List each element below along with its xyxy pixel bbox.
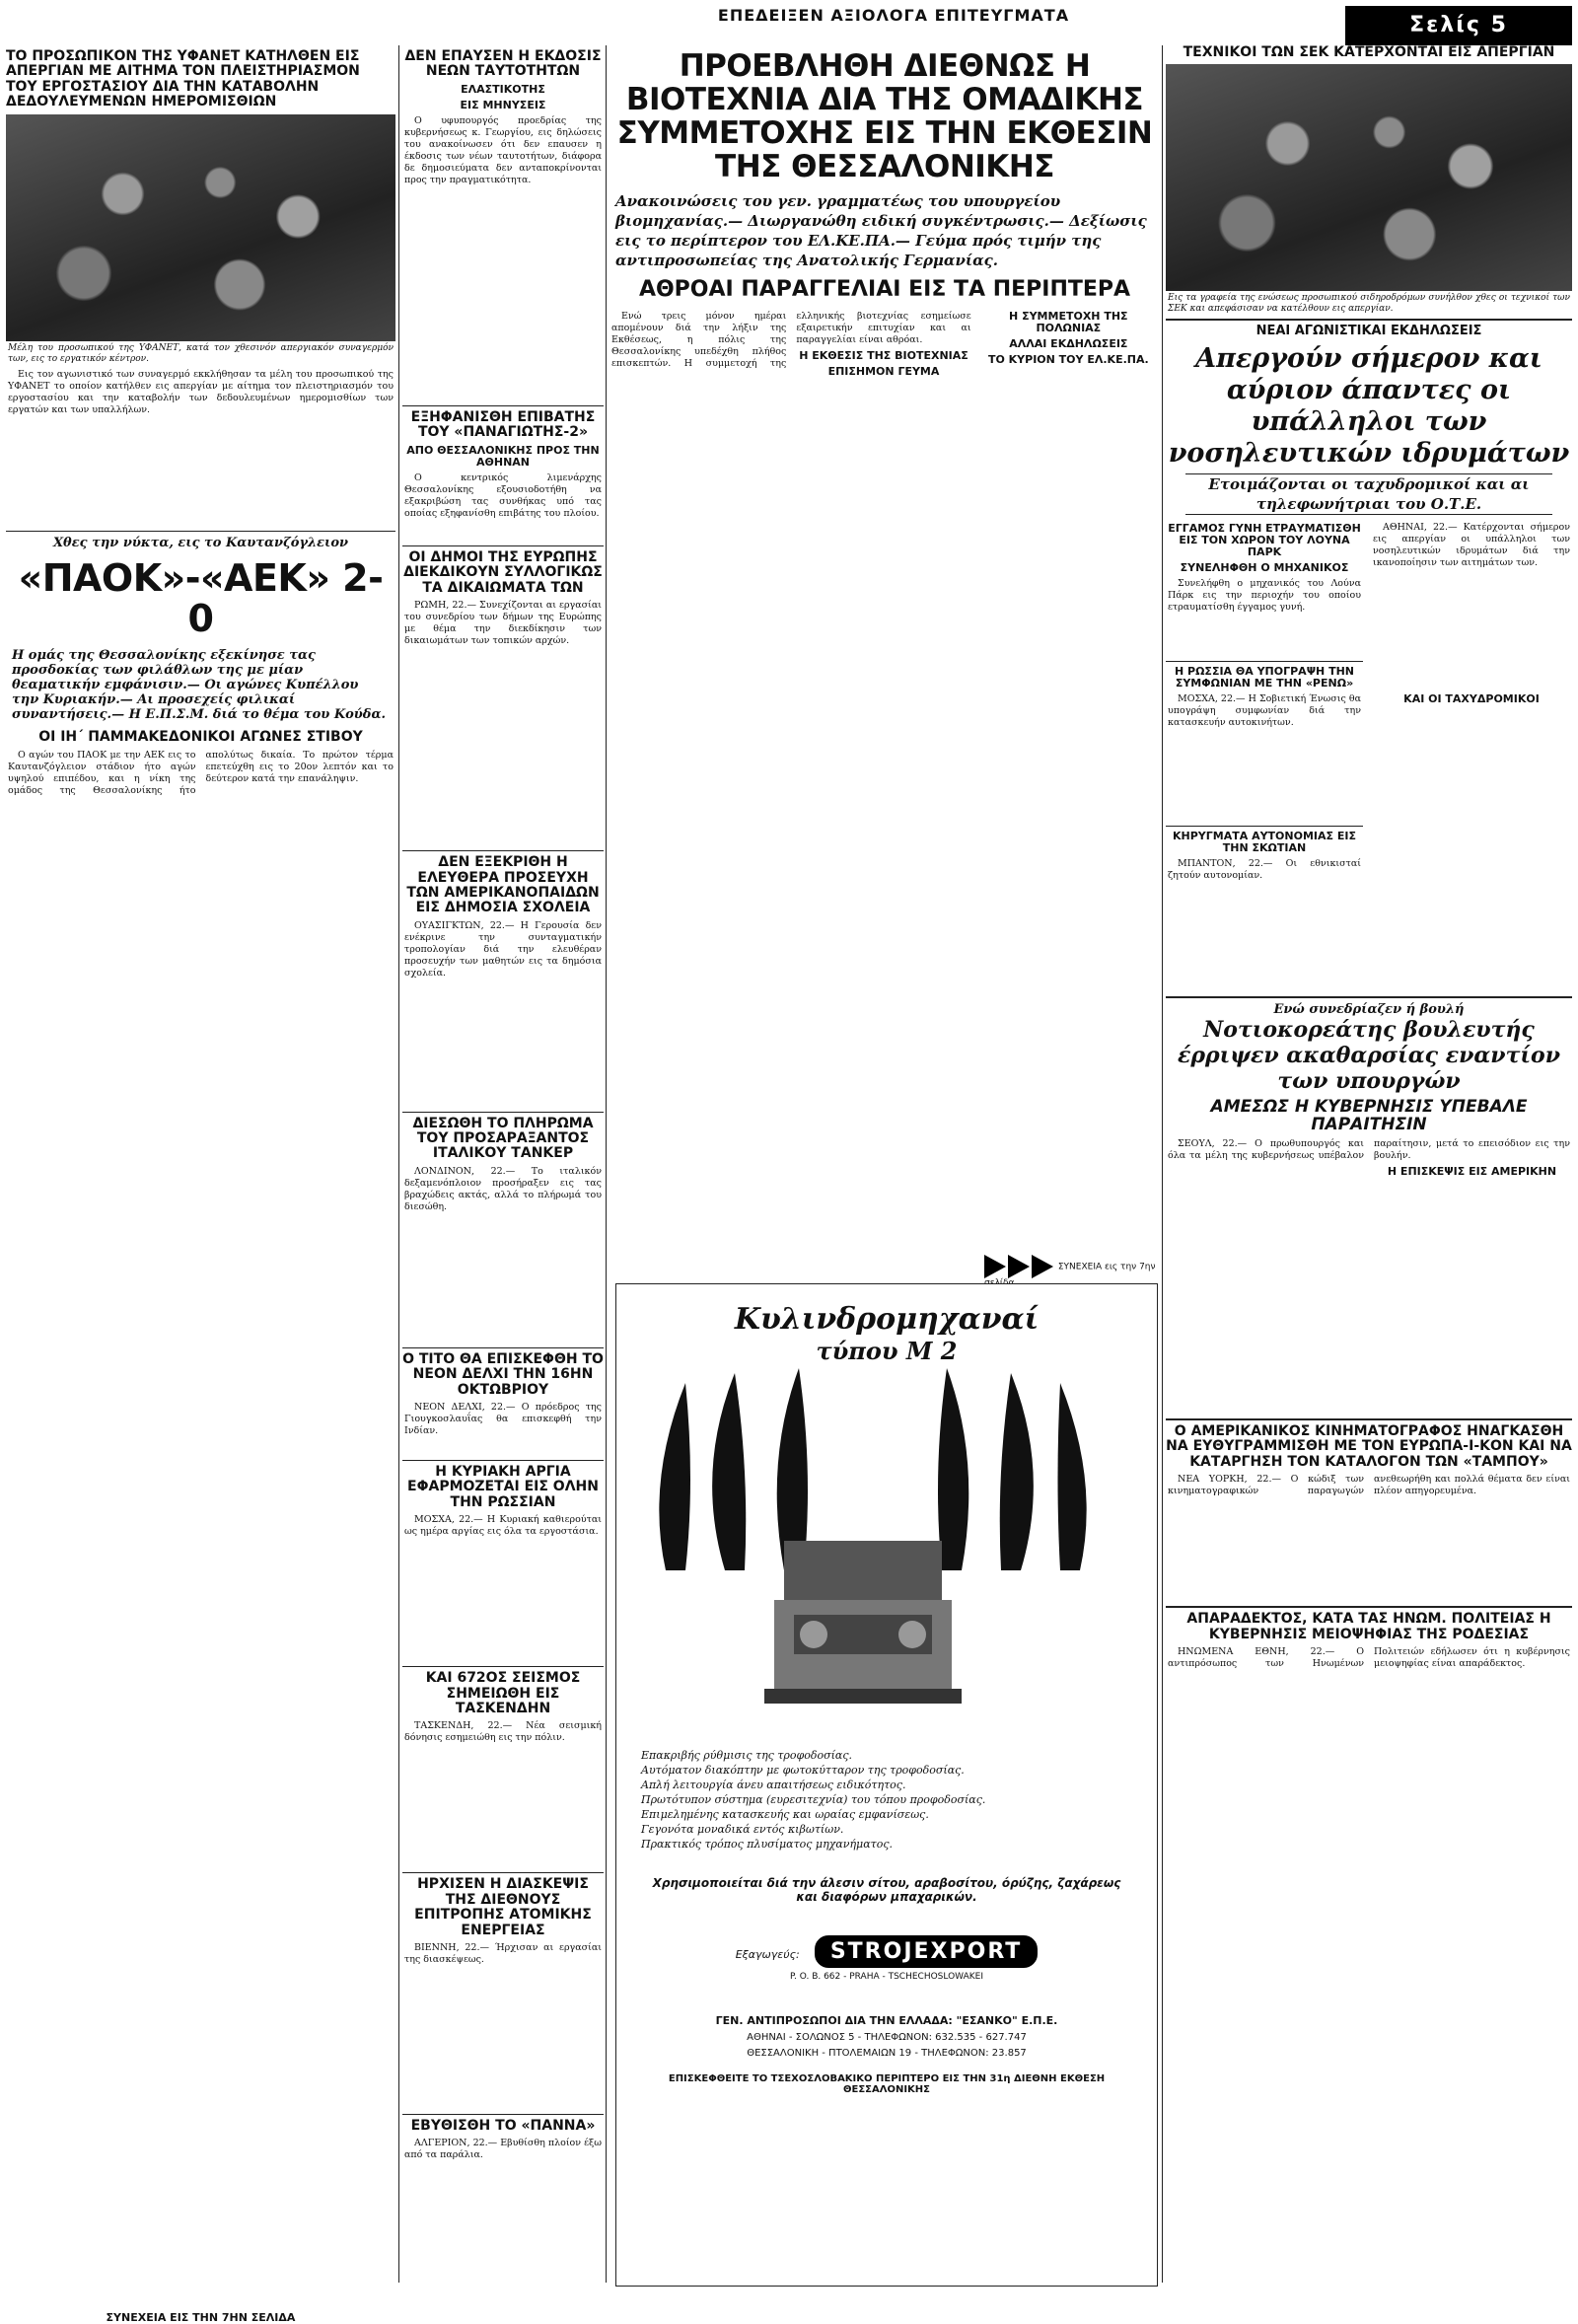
earthquake-text: ΤΑΣΚΕΝΔΗ, 22.— Νέα σεισμική δόνησις εσημειώθη εις την πόλιν. [404, 1720, 602, 1744]
hospital-strike-headline: Απεργούν σήμερον και αύριον άπαντες οι υπάλληλοι των νοσηλευτικών ιδρυμάτων [1168, 342, 1570, 469]
sports-deck: Η ομάς της Θεσσαλονίκης εξεκίνησε τας προσδοκίας των φιλάθλων της με μίαν θεαματικήν εμφάνισιν.— Οι αγώνες Κυπέλλου την Κυριακήν.— Αι προσεχείς φιλικαί συναντήσεις.— Η Ε.Π.Σ.Μ. διά το θέμα του Κούδα. [12, 648, 387, 723]
paok-aek-headline: «ΠΑΟΚ»-«ΑΕΚ» 2-0 [18, 555, 384, 641]
sports-body [8, 750, 394, 2308]
municipalities-body [404, 600, 602, 846]
ufanet-body [8, 369, 394, 527]
film-text: ΝΕΑ ΥΟΡΚΗ, 22.— Ο κώδιξ των κινηματογραφικών παραγωγών ανεθεωρήθη και πολλά θέματα δεν είναι πλέον απηγορευμένα. [1168, 1474, 1570, 1497]
page-number: Σελίς 5 [1345, 6, 1572, 45]
renault-headline: Η ΡΩΣΣΙΑ ΘΑ ΥΠΟΓΡΑΨΗ ΤΗΝ ΣΥΜΦΩΝΙΑΝ ΜΕ ΤΗΝ «ΡΕΝΩ» [1174, 665, 1354, 690]
continued-text: ΣΥΝΕΧΕΙΑ εις την 7ην [1057, 1262, 1156, 1272]
strike-deck: Ετοιμάζονται οι ταχυδρομικοί και αι τηλεφωνήτριαι του Ο.Τ.Ε. [1185, 473, 1552, 515]
korea-kicker: Ενώ συνεδρίαζεν ή βουλή [1273, 1001, 1465, 1017]
scotland-headline: ΚΗΡΥΓΜΑΤΑ ΑΥΤΟΝΟΜΙΑΣ ΕΙΣ ΤΗΝ ΣΚΩΤΙΑΝ [1173, 830, 1356, 855]
right-column [1166, 45, 1572, 2285]
strike-photo [6, 114, 395, 341]
feature-item: Αυτόματον διακόπτην με φωτοκύτταρον της τροφοδοσίας. [641, 1764, 965, 1777]
korea-headline: Νοτιοκορεάτης βουλευτής έρριψεν ακαθαρσίας εναντίον των υπουργών [1178, 1016, 1560, 1094]
feature-item: Γεγονότα μοναδικά εντός κιβωτίων. [641, 1823, 844, 1836]
lunapark-body [1168, 578, 1361, 657]
rhodesia-headline: ΑΠΑΡΑΔΕΚΤΟΣ, ΚΑΤΑ ΤΑΣ ΗΝΩΜ. ΠΟΛΙΤΕΙΑΣ Η ΚΥΒΕΡΝΗΣΙΣ ΜΕΙΟΨΗΦΙΑΣ ΤΗΣ ΡΟΔΕΣΙΑΣ [1186, 1611, 1551, 1642]
prayer-body [404, 920, 602, 1108]
ad-title: Κυλινδρομηχαναί [734, 1302, 1040, 1337]
panna-text: ΑΛΓΕΡΙΟΝ, 22.— Εβυθίσθη πλοίον έξω από τα παράλια. [404, 2138, 602, 2161]
renault-text: ΜΟΣΧΑ, 22.— Η Σοβιετική Ένωσις θα υπογράψη συμφωνίαν διά την κατασκευήν αυτοκινήτων. [1168, 693, 1361, 729]
sub-poland: Η ΣΥΜΜΕΤΟΧΗ ΤΗΣ ΠΟΛΩΝΙΑΣ [1009, 310, 1128, 335]
sub-elkepa: ΤΟ ΚΥΡΙΟΝ ΤΟΥ ΕΛ.ΚΕ.ΠΑ. [987, 353, 1149, 367]
lead-subhead: ΑΘΡΟΑΙ ΠΑΡΑΓΓΕΛΙΑΙ ΕΙΣ ΤΑ ΠΕΡΙΠΤΕΡΑ [638, 277, 1131, 302]
strojexport-logo: STROJEXPORT [815, 1935, 1038, 1968]
rhodesia-text: ΗΝΩΜΕΝΑ ΕΘΝΗ, 22.— Ο αντιπρόσωπος των Ηνωμένων Πολιτειών εδήλωσεν ότι η κυβέρνησις μειοψηφίας είναι απαράδεκτος. [1168, 1646, 1570, 1670]
lead-text: Ενώ τρεις μόνον ημέραι απομένουν διά την λήξιν της Εκθέσεως, η πόλις της Θεσσαλονίκης υπεδέχθη πλήθος επισκεπτών. Η συμμετοχή της ελληνικής βιοτεχνίας εσημείωσε εξαιρετικήν επιτυχίαν και αι παραγγελίαι είναι αθρόαι. [611, 311, 971, 370]
column-rule [398, 45, 399, 2283]
athletics-headline: ΟΙ ΙΗ΄ ΠΑΜΜΑΚΕΔΟΝΙΚΟΙ ΑΓΩΝΕΣ ΣΤΙΒΟΥ [38, 729, 363, 746]
feature-item: Απλή λειτουργία άνευ απαιτήσεως ειδικότητος. [641, 1779, 906, 1791]
ids-body [404, 115, 602, 401]
roller-mill-illustration [745, 1521, 981, 1718]
feature-item: Επακριβής ρύθμισις της τροφοδοσίας. [641, 1749, 852, 1762]
ad-agent: ΓΕΝ. ΑΝΤΙΠΡΟΣΩΠΟΙ ΔΙΑ ΤΗΝ ΕΛΛΑΔΑ: "ΕΣΑΝΚΟ" Ε.Π.Ε. [715, 2014, 1058, 2027]
sports-text: Ο αγών του ΠΑΟΚ με την ΑΕΚ εις το Καυτανζόγλειον στάδιον ήτο αγών υψηλού επιπέδου, και η νίκη της ομάδος της Θεσσαλονίκης ήτο απολύτως δικαία. Το πρώτον τέρμα επετεύχθη εις το 20ον λεπτόν και το δεύτερον κατά την επανάληψιν. [8, 749, 394, 796]
rhodesia-body [1168, 1646, 1570, 1765]
ad-usage: Χρησιμοποιείται διά την άλεσιν σίτου, αραβοσίτου, όρύζης, ζαχάρεως και διαφόρων μπαχαρικών. [652, 1876, 1121, 1904]
ad-brand-block [616, 1935, 1157, 1982]
korea-bar: ΑΜΕΣΩΣ Η ΚΥΒΕΡΝΗΣΙΣ ΥΠΕΒΑΛΕ ΠΑΡΑΙΤΗΣΙΝ [1210, 1096, 1528, 1135]
strike-story [1371, 519, 1572, 992]
renault-body [1168, 693, 1361, 822]
ad-features [641, 1748, 985, 1852]
ids-sub: ΕΙΣ ΜΗΝΥΣΕΙΣ [460, 98, 546, 111]
atomic-headline: ΗΡΧΙΣΕΝ Η ΔΙΑΣΚΕΨΙΣ ΤΗΣ ΔΙΕΘΝΟΥΣ ΕΠΙΤΡΟΠΗΣ ΑΤΟΜΙΚΗΣ ΕΝΕΡΓΕΙΑΣ [414, 1876, 592, 1938]
prayer-text: ΟΥΑΣΙΓΚΤΩΝ, 22.— Η Γερουσία δεν ενέκρινε την συνταγματικήν τροπολογίαν διά την ελευθέραν προσευχήν των μαθητών εις τα δημόσια σχολεία. [404, 919, 602, 979]
tito-body [404, 1402, 602, 1456]
scotland-body [1168, 858, 1361, 977]
korea-sub: Η ΕΠΙΣΚΕΨΙΣ ΕΙΣ ΑΜΕΡΙΚΗΝ [1387, 1165, 1557, 1179]
tanker-body [404, 1166, 602, 1344]
atomic-text: ΒΙΕΝΝΗ, 22.— Ήρχισαν αι εργασίαι της διασκέψεως. [404, 1941, 602, 1965]
strike-text: ΑΘΗΝΑΙ, 22.— Κατέρχονται σήμερον εις απεργίαν οι υπάλληλοι των νοσηλευτικών ιδρυμάτων διά την ικανοποίησιν των αιτημάτων των. [1373, 521, 1570, 568]
ufanet-headline: ΤΟ ΠΡΟΣΩΠΙΚΟΝ ΤΗΣ ΥΦΑΝΕΤ ΚΑΤΗΛΘΕΝ ΕΙΣ ΑΠΕΡΓΙΑΝ ΜΕ ΑΙΤΗΜΑ ΤΟΝ ΠΛΕΙΣΤΗΡΙΑΣΜΟΝ ΤΟΥ ΕΡΓΟΣΤΑΣΙΟΥ ΔΙΑ ΤΗΝ ΚΑΤΑΒΟΛΗΝ ΔΕΔΟΥΛΕΥΜΕΝΩΝ ΗΜΕΡΟΜΙΣΘΙΩΝ [6, 48, 360, 110]
passenger-text: Ο κεντρικός λιμενάρχης Θεσσαλονίκης εξουσιοδοτήθη να εξακριβώση τας συνθήκας υπό τας οποίας εξηφανίσθη επιβάτης του πλοίου. [404, 472, 602, 519]
sek-caption: Εις τα γραφεία της ενώσεως προσωπικού σιδηροδρόμων συνήλθον χθες οι τεχνικοί των ΣΕΚ και απεφάσισαν να κατέλθουν εις απεργίαν. [1168, 293, 1570, 315]
sports-kicker: Χθες την νύκτα, εις το Καυτανζόγλειον [52, 535, 349, 550]
tito-headline: Ο ΤΙΤΟ ΘΑ ΕΠΙΣΚΕΦΘΗ ΤΟ ΝΕΟΝ ΔΕΛΧΙ ΤΗΝ 16ΗΝ ΟΚΤΩΒΡΙΟΥ [402, 1350, 604, 1398]
left-column [6, 45, 395, 2324]
earthquake-body [404, 1720, 602, 1868]
strojexport-ad [615, 1283, 1158, 2287]
arrow-icon [1008, 1255, 1030, 1278]
news-column [402, 45, 604, 2285]
arrow-icon [984, 1255, 1006, 1278]
passenger-headline: ΕΞΗΦΑΝΙΣΘΗ ΕΠΙΒΑΤΗΣ ΤΟΥ «ΠΑΝΑΓΙΩΤΗΣ-2» [410, 408, 596, 441]
arrow-icon [1032, 1255, 1053, 1278]
feature-item: Πρακτικός τρόπος πλυσίματος μηχανήματος. [641, 1838, 893, 1851]
side-stories [1166, 519, 1363, 992]
lead-headline: ΠΡΟΕΒΛΗΘΗ ΔΙΕΘΝΩΣ Η ΒΙΟΤΕΧΝΙΑ ΔΙΑ ΤΗΣ ΟΜΑΔΙΚΗΣ ΣΥΜΜΕΤΟΧΗΣ ΕΙΣ ΤΗΝ ΕΚΘΕΣΙΝ ΤΗΣ ΘΕΣΣΑΛΟΝΙΚΗΣ [616, 48, 1153, 184]
lead-body-area [610, 308, 1160, 1314]
film-body [1168, 1474, 1570, 1602]
postal-sub: ΚΑΙ ΟΙ ΤΑΧΥΔΡΟΜΙΚΟΙ [1403, 691, 1540, 705]
feature-item: Επιμελημένης κατασκευής και ωραίας εμφανίσεως. [641, 1808, 929, 1821]
strike-body [1373, 522, 1570, 690]
passenger-sub: ΑΠΟ ΘΕΣΣΑΛΟΝΙΚΗΣ ΠΡΟΣ ΤΗΝ ΑΘΗΝΑΝ [406, 443, 600, 469]
ad-agent-athens: ΑΘΗΝΑΙ - ΣΟΛΩΝΟΣ 5 - ΤΗΛΕΦΩΝΟΝ: 632.535 - 627.747 [747, 2032, 1027, 2043]
prayer-headline: ΔΕΝ ΕΞΕΚΡΙΘΗ Η ΕΛΕΥΘΕΡΑ ΠΡΟΣΕΥΧΗ ΤΩΝ ΑΜΕΡΙΚΑΝΟΠΑΙΔΩΝ ΕΙΣ ΔΗΜΟΣΙΑ ΣΧΟΛΕΙΑ [406, 854, 600, 916]
tanker-text: ΛΟΝΔΙΝΟΝ, 22.— Το ιταλικόν δεξαμενόπλοιον προσήραξεν εις τας βραχώδεις ακτάς, αλλά το πλήρωμά του διεσώθη. [404, 1165, 602, 1212]
ids-headline: ΔΕΝ ΕΠΑΥΣΕΝ Η ΕΚΔΟΣΙΣ ΝΕΩΝ ΤΑΥΤΟΤΗΤΩΝ [404, 48, 602, 80]
sub-other: ΑΛΛΑΙ ΕΚΔΗΛΩΣΕΙΣ [1009, 337, 1128, 351]
ufanet-text: Εις τον αγωνιστικό των συναγερμό εκκλήθησαν τα μέλη του προσωπικού της ΥΦΑΝΕΤ το οποίον κατήλθεν εις απεργίαν με αίτημα τον πλειστηριασμόν του εργοστασίου και την καταβολήν των δεδουλευμένων ημερομισθίων των εργατών και των υπαλλήλων. [8, 368, 394, 415]
tanker-headline: ΔΙΕΣΩΘΗ ΤΟ ΠΛΗΡΩΜΑ ΤΟΥ ΠΡΟΣΑΡΑΞΑΝΤΟΣ ΙΤΑΛΙΚΟΥ ΤΑΝΚΕΡ [412, 1115, 594, 1162]
ids-text: Ο υφυπουργός προεδρίας της κυβερνήσεως κ. Γεωργίου, εις δηλώσεις του ανακοίνωσεν ότι δεν επαυσεν η έκδοσις των νέων ταυτοτήτων, διάφορα δε δημοσιεύματα δεν ανταποκρίνονται προς την πραγματικότητα. [404, 114, 602, 185]
panna-headline: ΕΒΥΘΙΣΘΗ ΤΟ «ΠΑΝΝΑ» [410, 2117, 596, 2134]
lead-deck: Ανακοινώσεις του γεν. γραμματέως του υπουργείου βιομηχανίας.— Διωργανώθη ειδική συγκέντρωσις.— Δεξίωσις εις το περίπτερον του ΕΛ.ΚΕ.ΠΑ.— Γεύμα πρός τιμήν της αντιπροσωπείας της Ανατολικής Γερμανίας. [615, 192, 1147, 269]
ad-subtitle: τύπου Μ 2 [816, 1337, 958, 1365]
ad-agent-thessaloniki: ΘΕΣΣΑΛΟΝΙΚΗ - ΠΤΟΛΕΜΑΙΩΝ 19 - ΤΗΛΕΦΩΝΟΝ: 23.857 [747, 2048, 1027, 2059]
strike-area [1166, 519, 1572, 992]
top-bar [6, 6, 1572, 43]
newspaper-page [6, 6, 1572, 2324]
continued-note: ΣΥΝΕΧΕΙΑ ΕΙΣ ΤΗΝ 7ΗΝ ΣΕΛΙΔΑ [106, 2310, 296, 2324]
photo-caption: Μέλη του προσωπικού της ΥΦΑΝΕΤ, κατά τον χθεσινόν απεργιακόν συναγερμόν των, εις το εργατικόν κέντρον. [8, 342, 394, 364]
feature-item: Πρωτότυπον σύστημα (ευρεσιτεχνία) του τόπου προφοδοσίας. [641, 1793, 986, 1806]
korea-text: ΣΕΟΥΛ, 22.— Ο πρωθυπουργός και όλα τα μέλη της κυβερνήσεως υπέβαλον παραίτησιν, μετά το επεισόδιον εις την βουλήν. [1168, 1138, 1570, 1162]
lunapark-text: Συνελήφθη ο μηχανικός του Λούνα Πάρκ εις την περιοχήν του οποίου ετραυματίσθη έγγαμος γυνή. [1168, 578, 1361, 614]
sunday-text: ΜΟΣΧΑ, 22.— Η Κυριακή καθιερούται ως ημέρα αργίας εις όλα τα εργοστάσια. [404, 1514, 602, 1538]
sub-bioteхnia: Η ΕΚΘΕΣΙΣ ΤΗΣ ΒΙΟΤΕΧΝΙΑΣ [799, 349, 968, 363]
lead-body [611, 311, 1156, 1307]
passenger-body [404, 472, 602, 542]
tito-text: ΝΕΟΝ ΔΕΛΧΙ, 22.— Ο πρόεδρος της Γιουγκοσλαυΐας θα επισκεφθή την Ινδίαν. [404, 1402, 602, 1437]
sub-dinner: ΕΠΙΣΗΜΟΝ ΓΕΥΜΑ [827, 365, 940, 379]
ids-kicker: ΕΛΑΣΤΙΚΟΤΗΣ [461, 82, 545, 96]
masthead: ΕΠΕΔΕΙΞΕΝ ΑΞΙΟΛΟΓΑ ΕΠΙΤΕΥΓΜΑΤΑ [717, 6, 1070, 25]
sek-photo [1166, 64, 1572, 291]
sunday-body [404, 1514, 602, 1662]
column-rule [1162, 45, 1163, 2283]
film-headline: Ο ΑΜΕΡΙΚΑΝΙΚΟΣ ΚΙΝΗΜΑΤΟΓΡΑΦΟΣ ΗΝΑΓΚΑΣΘΗ ΝΑ ΕΥΘΥΓΡΑΜΜΙΣΘΗ ΜΕ ΤΟΝ ΕΥΡΩΠΑ-Ι-ΚΟΝ ΚΑΙ ΝΑ ΚΑΤΑΡΓΗΣΗ ΤΟΝ ΚΑΤΑΛΟΓΟΝ ΤΩΝ «ΤΑΜΠΟΥ» [1166, 1423, 1572, 1470]
lunapark-headline: ΕΓΓΑΜΟΣ ΓΥΝΗ ΕΤΡΑΥΜΑΤΙΣΘΗ ΕΙΣ ΤΟΝ ΧΩΡΟΝ ΤΟΥ ΛΟΥΝΑ ΠΑΡΚ [1168, 521, 1361, 558]
panna-body [404, 2138, 602, 2197]
korea-body [1168, 1138, 1570, 1415]
atomic-body [404, 1942, 602, 2110]
brand-address: P. O. B. 662 - PRAHA - TSCHECHOSLOWAKEI [790, 1972, 983, 1982]
municipalities-text: ΡΩΜΗ, 22.— Συνεχίζονται αι εργασίαι του συνεδρίου των δήμων της Ευρώπης με θέμα την διεκδίκησιν των δικαιωμάτων των τοπικών αρχών. [404, 600, 602, 647]
ad-visit: ΕΠΙΣΚΕΦΘΕΙΤΕ ΤΟ ΤΣΕΧΟΣΛΟΒΑΚΙΚΟ ΠΕΡΙΠΤΕΡΟ ΕΙΣ ΤΗΝ 31η ΔΙΕΘΝΗ ΕΚΘΕΣΗ ΘΕΣΣΑΛΟΝΙΚΗΣ [668, 2073, 1106, 2095]
exporter-label: Εξαγωγεύς: [735, 1948, 800, 1961]
earthquake-headline: ΚΑΙ 672ΟΣ ΣΕΙΣΜΟΣ ΣΗΜΕΙΩΘΗ ΕΙΣ ΤΑΣΚΕΝΔΗΝ [425, 1670, 581, 1716]
lunapark-sub: ΣΥΝΕΛΗΦΘΗ Ο ΜΗΧΑΝΙΚΟΣ [1180, 560, 1349, 574]
scotland-text: ΜΠΑΝΤΟΝ, 22.— Οι εθνικισταί ζητούν αυτονομίαν. [1168, 858, 1361, 882]
strike-kicker: ΝΕΑΙ ΑΓΩΝΙΣΤΙΚΑΙ ΕΚΔΗΛΩΣΕΙΣ [1255, 324, 1482, 339]
municipalities-headline: ΟΙ ΔΗΜΟΙ ΤΗΣ ΕΥΡΩΠΗΣ ΔΙΕΚΔΙΚΟΥΝ ΣΥΛΛΟΓΙΚΩΣ ΤΑ ΔΙΚΑΙΩΜΑΤΑ ΤΩΝ [403, 548, 603, 596]
column-rule [606, 45, 607, 2283]
sunday-headline: Η ΚΥΡΙΑΚΗ ΑΡΓΙΑ ΕΦΑΡΜΟΖΕΤΑΙ ΕΙΣ ΟΛΗΝ ΤΗΝ ΡΩΣΣΙΑΝ [407, 1464, 599, 1510]
sek-headline: ΤΕΧΝΙΚΟΙ ΤΩΝ ΣΕΚ ΚΑΤΕΡΧΟΝΤΑΙ ΕΙΣ ΑΠΕΡΓΙΑΝ [1183, 44, 1555, 60]
